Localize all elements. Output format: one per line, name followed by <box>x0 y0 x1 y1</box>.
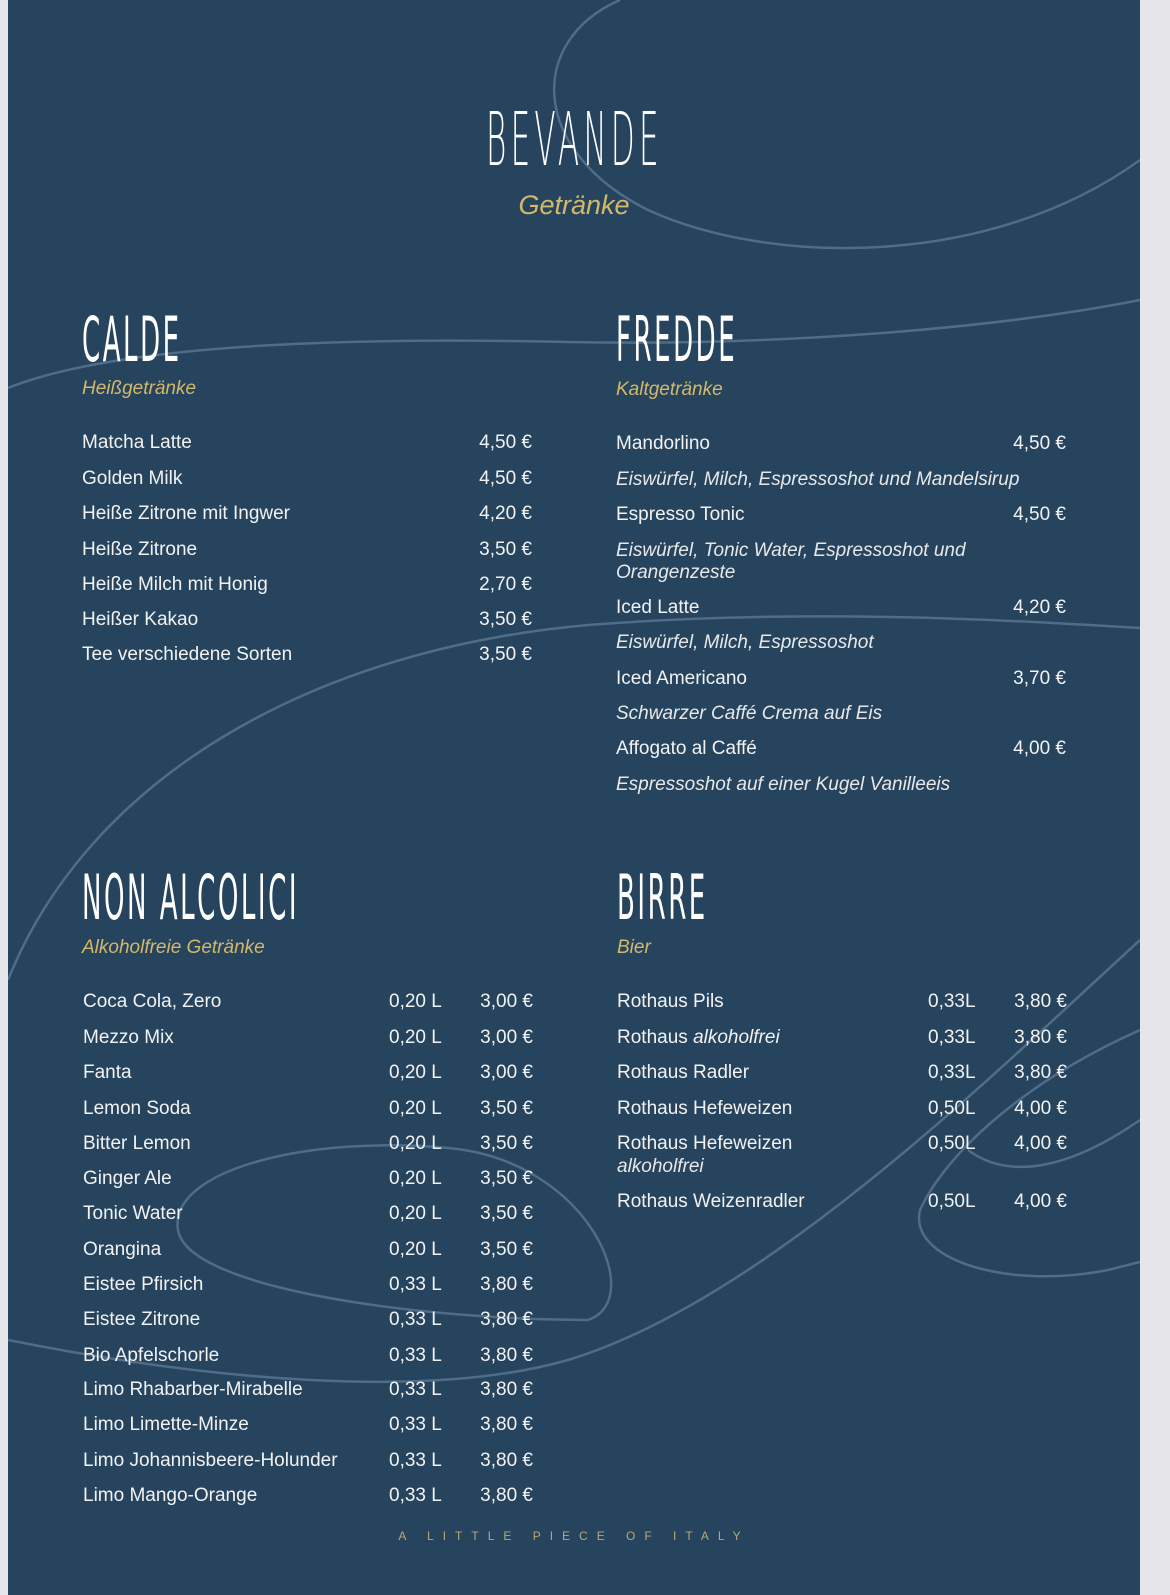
item-price: 3,80 € <box>480 1309 533 1330</box>
item-volume: 0,20 L <box>389 1062 442 1083</box>
item-name <box>617 1027 780 1049</box>
item-price: 3,80 € <box>480 1414 533 1435</box>
section-subtitle-calde: Heißgetränke <box>82 378 197 399</box>
item-price: 4,00 € <box>1014 1133 1067 1154</box>
item-price: 4,50 € <box>479 468 532 489</box>
item-price: 3,80 € <box>480 1379 533 1400</box>
item-price: 4,50 € <box>1013 504 1066 525</box>
item-name: Rothaus Pils <box>617 991 724 1012</box>
item-name: Matcha Latte <box>82 432 192 453</box>
item-volume: 0,50L <box>928 1133 976 1154</box>
item-price: 3,50 € <box>480 1168 533 1189</box>
section-title-non-alcolici: NON ALCOLICI <box>82 861 300 934</box>
item-description: Espressoshot auf einer Kugel Vanilleeis <box>616 774 951 795</box>
item-name: Orangina <box>83 1239 162 1260</box>
section-title-calde: CALDE <box>82 303 182 376</box>
item-price: 4,00 € <box>1014 1191 1067 1212</box>
item-name: Iced Americano <box>616 668 747 689</box>
item-price: 3,50 € <box>480 1203 533 1224</box>
item-price: 3,00 € <box>480 991 533 1012</box>
item-price: 3,80 € <box>480 1345 533 1366</box>
item-price: 3,00 € <box>480 1062 533 1083</box>
section-title-fredde: FREDDE <box>616 303 738 376</box>
item-price: 3,50 € <box>479 644 532 665</box>
item-volume: 0,33 L <box>389 1345 442 1366</box>
item-name: Eistee Pfirsich <box>83 1274 204 1295</box>
item-name: Mezzo Mix <box>83 1027 174 1048</box>
item-price: 3,50 € <box>480 1133 533 1154</box>
item-price: 2,70 € <box>479 574 532 595</box>
item-volume: 0,20 L <box>389 1168 442 1189</box>
footer-tagline: A LITTLE PIECE OF ITALY <box>398 1529 750 1543</box>
item-volume: 0,33 L <box>389 1485 442 1506</box>
item-name: Heiße Milch mit Honig <box>82 574 268 595</box>
item-name: Limo Rhabarber-Mirabelle <box>83 1379 303 1400</box>
item-volume: 0,50L <box>928 1191 976 1212</box>
section-title-birre: BIRRE <box>617 861 708 934</box>
item-price: 4,00 € <box>1013 738 1066 759</box>
item-volume: 0,33 L <box>389 1274 442 1295</box>
section-subtitle-fredde: Kaltgetränke <box>616 379 723 400</box>
item-volume: 0,33L <box>928 991 976 1012</box>
item-price: 3,80 € <box>480 1450 533 1471</box>
item-volume: 0,20 L <box>389 1203 442 1224</box>
item-name: Espresso Tonic <box>616 504 745 525</box>
section-subtitle-birre: Bier <box>617 937 651 958</box>
item-description: Eiswürfel, Milch, Espressoshot <box>616 632 874 653</box>
item-name: Tee verschiedene Sorten <box>82 644 293 665</box>
item-name: Mandorlino <box>616 433 710 454</box>
item-name: Golden Milk <box>82 468 183 489</box>
item-description: Schwarzer Caffé Crema auf Eis <box>616 703 883 724</box>
menu-page <box>8 0 1140 1595</box>
item-price: 3,80 € <box>1014 1027 1067 1048</box>
item-name: Rothaus Hefeweizen <box>617 1098 793 1119</box>
item-name-italic: alkoholfrei <box>693 1027 780 1048</box>
item-volume: 0,33 L <box>389 1309 442 1330</box>
item-volume: 0,33L <box>928 1062 976 1083</box>
item-price: 4,50 € <box>479 432 532 453</box>
item-price: 3,80 € <box>1014 991 1067 1012</box>
item-name: Rothaus Weizenradler <box>617 1191 805 1212</box>
item-volume: 0,33 L <box>389 1379 442 1400</box>
item-volume: 0,50L <box>928 1098 976 1119</box>
item-price: 4,00 € <box>1014 1098 1067 1119</box>
item-name: Heiße Zitrone <box>82 539 198 560</box>
item-price: 3,00 € <box>480 1027 533 1048</box>
item-volume: 0,33 L <box>389 1414 442 1435</box>
section-subtitle-non-alcolici: Alkoholfreie Getränke <box>82 937 265 958</box>
item-name: Fanta <box>83 1062 132 1083</box>
item-price: 3,80 € <box>480 1274 533 1295</box>
page-title: BEVANDE <box>485 97 663 183</box>
item-name-text: Rothaus <box>617 1027 688 1048</box>
item-volume: 0,20 L <box>389 991 442 1012</box>
item-name: Lemon Soda <box>83 1098 191 1119</box>
page-subtitle: Getränke <box>518 190 630 220</box>
item-price: 4,50 € <box>1013 433 1066 454</box>
item-volume: 0,20 L <box>389 1133 442 1154</box>
item-name: Iced Latte <box>616 597 700 618</box>
item-price: 4,20 € <box>479 503 532 524</box>
item-name: Limo Johannisbeere-Holunder <box>83 1450 338 1471</box>
item-name: Bio Apfelschorle <box>83 1345 220 1366</box>
item-price: 3,50 € <box>479 539 532 560</box>
item-name: Ginger Ale <box>83 1168 172 1189</box>
item-volume: 0,20 L <box>389 1098 442 1119</box>
item-name: Rothaus Radler <box>617 1062 750 1083</box>
item-name: Rothaus Hefeweizen <box>617 1133 793 1154</box>
item-volume: 0,20 L <box>389 1239 442 1260</box>
item-price: 3,80 € <box>1014 1062 1067 1083</box>
item-name: Tonic Water <box>83 1203 183 1224</box>
item-name-italic: alkoholfrei <box>617 1156 704 1177</box>
item-name: Limo Mango-Orange <box>83 1485 258 1506</box>
item-name: Limo Limette-Minze <box>83 1414 249 1435</box>
item-name: Heiße Zitrone mit Ingwer <box>82 503 291 524</box>
item-name: Affogato al Caffé <box>616 738 757 759</box>
item-price: 3,70 € <box>1013 668 1066 689</box>
item-name: Coca Cola, Zero <box>83 991 222 1012</box>
item-volume: 0,33 L <box>389 1450 442 1471</box>
item-price: 3,50 € <box>480 1098 533 1119</box>
item-price: 3,50 € <box>479 609 532 630</box>
item-price: 3,50 € <box>480 1239 533 1260</box>
item-volume: 0,33L <box>928 1027 976 1048</box>
item-name: Bitter Lemon <box>83 1133 191 1154</box>
item-description: Eiswürfel, Tonic Water, Espressoshot und <box>616 540 966 561</box>
item-description: Orangenzeste <box>616 562 736 583</box>
item-name: Eistee Zitrone <box>83 1309 201 1330</box>
item-description: Eiswürfel, Milch, Espressoshot und Mandelsirup <box>616 469 1020 490</box>
item-price: 3,80 € <box>480 1485 533 1506</box>
item-price: 4,20 € <box>1013 597 1066 618</box>
item-volume: 0,20 L <box>389 1027 442 1048</box>
item-name: Heißer Kakao <box>82 609 199 630</box>
